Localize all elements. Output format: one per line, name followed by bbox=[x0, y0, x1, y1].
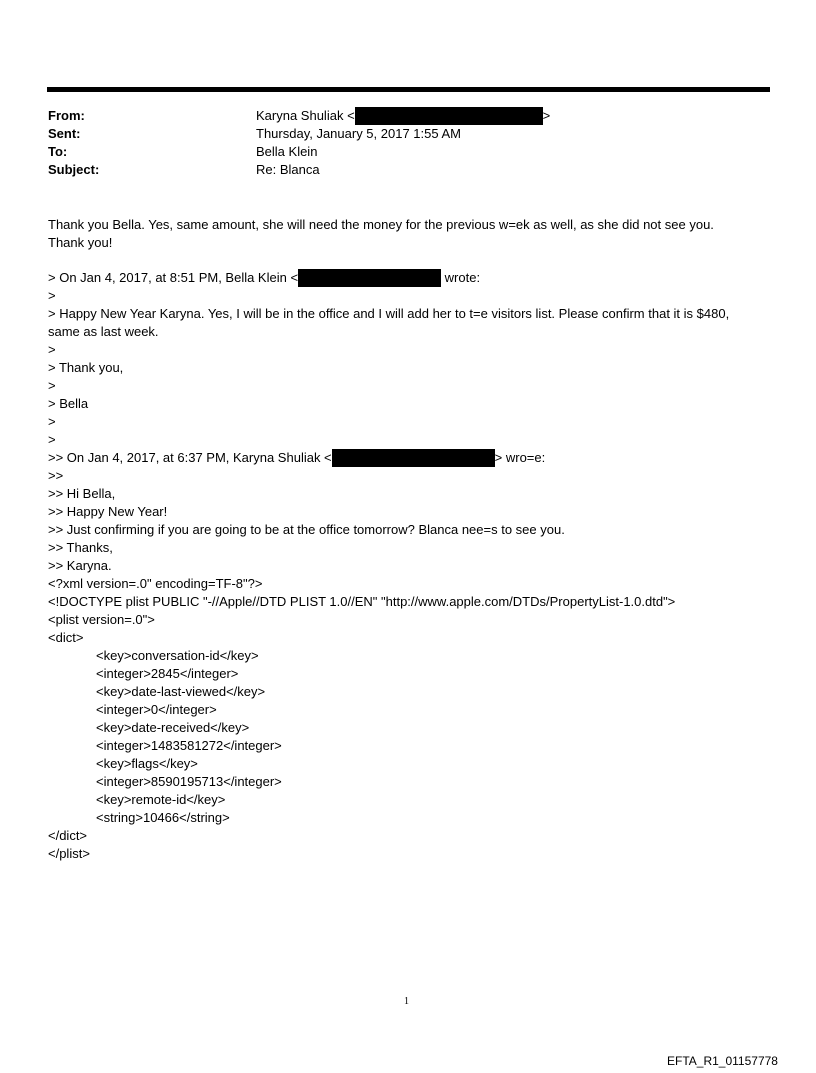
xml-line: <integer>2845</integer> bbox=[96, 666, 239, 681]
xml-line: <integer>1483581272</integer> bbox=[96, 738, 282, 753]
nested-quote-line: >> Thanks, bbox=[48, 540, 113, 555]
xml-line: <key>conversation-id</key> bbox=[96, 648, 259, 663]
nested-quote-line: >> Karyna. bbox=[48, 558, 112, 573]
page-number: 1 bbox=[404, 996, 409, 1007]
quote-line: > Bella bbox=[48, 396, 89, 411]
xml-line: <key>date-last-viewed</key> bbox=[96, 684, 266, 699]
quote-line: > bbox=[48, 378, 56, 393]
quote-line: > Thank you, bbox=[48, 360, 124, 375]
xml-line: <?xml version=.0" encoding=TF-8"?> bbox=[48, 576, 263, 591]
to-value: Bella Klein bbox=[256, 144, 318, 159]
xml-line: <integer>8590195713</integer> bbox=[96, 774, 282, 789]
subject-value: Re: Blanca bbox=[256, 162, 320, 177]
quote-line: > bbox=[48, 432, 56, 447]
sent-label: Sent: bbox=[48, 126, 81, 141]
xml-line: <plist version=.0"> bbox=[48, 612, 155, 627]
from-value bbox=[256, 107, 550, 125]
bates-number: EFTA_R1_01157778 bbox=[667, 1054, 778, 1068]
sent-value: Thursday, January 5, 2017 1:55 AM bbox=[256, 126, 461, 141]
xml-line: <integer>0</integer> bbox=[96, 702, 217, 717]
xml-line: <key>remote-id</key> bbox=[96, 792, 226, 807]
body-line: Thank you! bbox=[48, 235, 113, 250]
header-rule bbox=[47, 87, 770, 92]
from-name: Karyna Shuliak bbox=[256, 108, 344, 123]
quote-line: > bbox=[48, 288, 56, 303]
from-close-bracket: > bbox=[542, 108, 551, 123]
quote-header-line bbox=[48, 269, 480, 287]
nested-quote-line: >> Just confirming if you are going to be at the office tomorrow? Blanca nee=s to see you. bbox=[48, 522, 565, 537]
redaction-box bbox=[298, 269, 441, 287]
nested-quote-header-line bbox=[48, 449, 545, 467]
redaction-box bbox=[355, 107, 543, 125]
body-line: Thank you Bella. Yes, same amount, she will need the money for the previous w=ek as well, as she did not see you. bbox=[48, 217, 714, 232]
nested-quote-line: >> Hi Bella, bbox=[48, 486, 116, 501]
redaction-box bbox=[332, 449, 495, 467]
quote-header-text: > On Jan 4, 2017, at 8:51 PM, Bella Klein < bbox=[48, 270, 299, 285]
xml-line: </dict> bbox=[48, 828, 88, 843]
from-label: From: bbox=[48, 108, 85, 123]
from-open-bracket: < bbox=[347, 108, 355, 123]
xml-line: <dict> bbox=[48, 630, 84, 645]
nested-quote-line: >> Happy New Year! bbox=[48, 504, 168, 519]
xml-line: <key>date-received</key> bbox=[96, 720, 250, 735]
quote-line: same as last week. bbox=[48, 324, 159, 339]
nested-quote-line: >> bbox=[48, 468, 64, 483]
to-label: To: bbox=[48, 144, 68, 159]
quote-header-wrote: wrote: bbox=[444, 270, 481, 285]
quote-line: > bbox=[48, 414, 56, 429]
xml-line: <string>10466</string> bbox=[96, 810, 230, 825]
xml-line: <!DOCTYPE plist PUBLIC "-//Apple//DTD PLIST 1.0//EN" "http://www.apple.com/DTDs/PropertyList-1.0.dtd"> bbox=[48, 594, 676, 609]
nested-quote-header-text: >> On Jan 4, 2017, at 6:37 PM, Karyna Shuliak < bbox=[48, 450, 332, 465]
xml-line: <key>flags</key> bbox=[96, 756, 198, 771]
quote-line: > bbox=[48, 342, 56, 357]
nested-quote-header-wrote: > wro=e: bbox=[494, 450, 546, 465]
subject-label: Subject: bbox=[48, 162, 100, 177]
quote-line: > Happy New Year Karyna. Yes, I will be in the office and I will add her to t=e visitors list. Please confirm that it is $480, bbox=[48, 306, 730, 321]
xml-line: </plist> bbox=[48, 846, 90, 861]
